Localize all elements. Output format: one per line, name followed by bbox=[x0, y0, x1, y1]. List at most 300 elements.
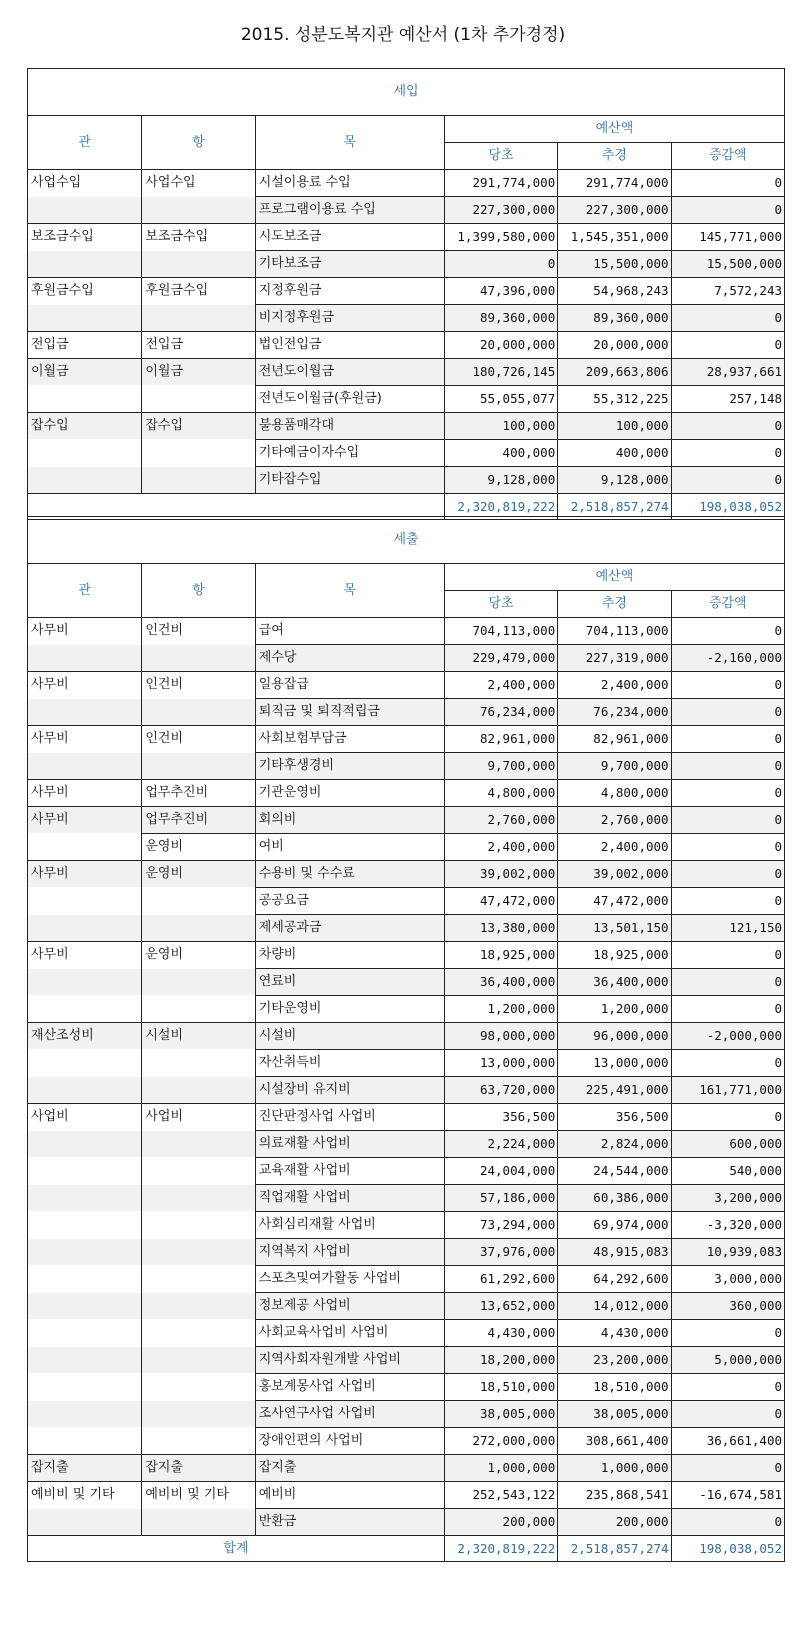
cell-gwan bbox=[28, 1239, 142, 1266]
cell-revised: 64,292,600 bbox=[558, 1266, 671, 1293]
cell-hang bbox=[142, 1374, 255, 1401]
cell-mok: 직업재활 사업비 bbox=[255, 1185, 444, 1212]
cell-original: 4,800,000 bbox=[444, 780, 557, 807]
cell-change: 15,500,000 bbox=[671, 251, 784, 278]
cell-gwan bbox=[28, 1212, 142, 1239]
cell-revised: 20,000,000 bbox=[558, 332, 671, 359]
cell-mok: 제수당 bbox=[255, 645, 444, 672]
cell-revised: 48,915,083 bbox=[558, 1239, 671, 1266]
cell-revised: 89,360,000 bbox=[558, 305, 671, 332]
cell-revised: 69,974,000 bbox=[558, 1212, 671, 1239]
cell-original: 229,479,000 bbox=[444, 645, 557, 672]
cell-gwan: 잡지출 bbox=[28, 1455, 142, 1482]
cell-change: 0 bbox=[671, 834, 784, 861]
cell-mok: 반환금 bbox=[255, 1509, 444, 1536]
cell-hang: 인건비 bbox=[142, 672, 255, 699]
cell-revised: 100,000 bbox=[558, 413, 671, 440]
cell-gwan: 사무비 bbox=[28, 861, 142, 888]
cell-mok: 시설비 bbox=[255, 1023, 444, 1050]
cell-original: 180,726,145 bbox=[444, 359, 557, 386]
page-title: 2015. 성분도복지관 예산서 (1차 추가경정) bbox=[240, 25, 566, 45]
cell-gwan bbox=[28, 386, 142, 413]
cell-hang: 잡지출 bbox=[142, 1455, 255, 1482]
cell-gwan bbox=[28, 1266, 142, 1293]
cell-mok: 수용비 및 수수료 bbox=[255, 861, 444, 888]
table-row bbox=[28, 413, 785, 440]
cell-revised: 39,002,000 bbox=[558, 861, 671, 888]
table-row bbox=[28, 1401, 785, 1428]
cell-change: 0 bbox=[671, 861, 784, 888]
cell-hang: 보조금수입 bbox=[142, 224, 255, 251]
cell-mok: 전년도이월금(후원금) bbox=[255, 386, 444, 413]
cell-revised: 1,545,351,000 bbox=[558, 224, 671, 251]
cell-hang: 시설비 bbox=[142, 1023, 255, 1050]
cell-mok: 사회보험부담금 bbox=[255, 726, 444, 753]
cell-revised: 400,000 bbox=[558, 440, 671, 467]
cell-change: 0 bbox=[671, 996, 784, 1023]
cell-gwan bbox=[28, 1131, 142, 1158]
table-row bbox=[28, 1266, 785, 1293]
cell-gwan: 보조금수입 bbox=[28, 224, 142, 251]
total-original: 2,320,819,222 bbox=[444, 494, 557, 520]
cell-original: 82,961,000 bbox=[444, 726, 557, 753]
cell-hang: 전입금 bbox=[142, 332, 255, 359]
cell-original: 13,000,000 bbox=[444, 1050, 557, 1077]
cell-mok: 회의비 bbox=[255, 807, 444, 834]
cell-gwan: 사무비 bbox=[28, 942, 142, 969]
table-row bbox=[28, 1482, 785, 1509]
cell-change: 0 bbox=[671, 969, 784, 996]
cell-original: 61,292,600 bbox=[444, 1266, 557, 1293]
cell-gwan bbox=[28, 699, 142, 726]
cell-gwan bbox=[28, 1428, 142, 1455]
cell-hang bbox=[142, 699, 255, 726]
table-row bbox=[28, 1212, 785, 1239]
table-row bbox=[28, 672, 785, 699]
cell-change: 0 bbox=[671, 1050, 784, 1077]
cell-original: 272,000,000 bbox=[444, 1428, 557, 1455]
cell-revised: 209,663,806 bbox=[558, 359, 671, 386]
cell-change: 0 bbox=[671, 170, 784, 197]
cell-revised: 308,661,400 bbox=[558, 1428, 671, 1455]
cell-gwan bbox=[28, 1050, 142, 1077]
cell-revised: 60,386,000 bbox=[558, 1185, 671, 1212]
cell-change: 0 bbox=[671, 942, 784, 969]
cell-revised: 96,000,000 bbox=[558, 1023, 671, 1050]
cell-original: 18,200,000 bbox=[444, 1347, 557, 1374]
cell-hang bbox=[142, 1401, 255, 1428]
cell-revised: 18,925,000 bbox=[558, 942, 671, 969]
table-row bbox=[28, 861, 785, 888]
cell-change: -2,160,000 bbox=[671, 645, 784, 672]
cell-original: 73,294,000 bbox=[444, 1212, 557, 1239]
cell-revised: 13,000,000 bbox=[558, 1050, 671, 1077]
cell-gwan: 사업수입 bbox=[28, 170, 142, 197]
cell-mok: 기타운영비 bbox=[255, 996, 444, 1023]
cell-change: 0 bbox=[671, 413, 784, 440]
total-original: 2,320,819,222 bbox=[444, 1536, 557, 1562]
cell-change: 0 bbox=[671, 1509, 784, 1536]
cell-change: 10,939,083 bbox=[671, 1239, 784, 1266]
cell-original: 4,430,000 bbox=[444, 1320, 557, 1347]
cell-mok: 급여 bbox=[255, 618, 444, 645]
cell-hang: 업무추진비 bbox=[142, 807, 255, 834]
cell-revised: 1,000,000 bbox=[558, 1455, 671, 1482]
cell-change: 360,000 bbox=[671, 1293, 784, 1320]
cell-mok: 조사연구사업 사업비 bbox=[255, 1401, 444, 1428]
cell-mok: 정보제공 사업비 bbox=[255, 1293, 444, 1320]
header-revised: 추경 bbox=[558, 143, 671, 170]
cell-revised: 235,868,541 bbox=[558, 1482, 671, 1509]
table-row bbox=[28, 699, 785, 726]
cell-mok: 일용잡급 bbox=[255, 672, 444, 699]
header-hang: 항 bbox=[142, 564, 255, 618]
cell-hang bbox=[142, 969, 255, 996]
cell-change: 0 bbox=[671, 780, 784, 807]
cell-revised: 227,319,000 bbox=[558, 645, 671, 672]
cell-original: 57,186,000 bbox=[444, 1185, 557, 1212]
table-row bbox=[28, 645, 785, 672]
table-row bbox=[28, 467, 785, 494]
cell-mok: 기타잡수입 bbox=[255, 467, 444, 494]
cell-change: 0 bbox=[671, 1104, 784, 1131]
cell-revised: 18,510,000 bbox=[558, 1374, 671, 1401]
table-row bbox=[28, 834, 785, 861]
header-mok: 목 bbox=[255, 116, 444, 170]
cell-hang: 잡수입 bbox=[142, 413, 255, 440]
table-row bbox=[28, 278, 785, 305]
cell-gwan bbox=[28, 1293, 142, 1320]
cell-change: 257,148 bbox=[671, 386, 784, 413]
cell-revised: 1,200,000 bbox=[558, 996, 671, 1023]
cell-gwan bbox=[28, 197, 142, 224]
total-change: 198,038,052 bbox=[671, 494, 784, 520]
cell-mok: 사회교육사업비 사업비 bbox=[255, 1320, 444, 1347]
cell-mok: 스포츠및여가활동 사업비 bbox=[255, 1266, 444, 1293]
cell-revised: 200,000 bbox=[558, 1509, 671, 1536]
total-label: 합계 bbox=[28, 1536, 445, 1562]
cell-hang bbox=[142, 1239, 255, 1266]
cell-gwan: 전입금 bbox=[28, 332, 142, 359]
cell-original: 9,700,000 bbox=[444, 753, 557, 780]
cell-original: 704,113,000 bbox=[444, 618, 557, 645]
table-row bbox=[28, 359, 785, 386]
cell-original: 39,002,000 bbox=[444, 861, 557, 888]
cell-gwan bbox=[28, 1374, 142, 1401]
cell-original: 0 bbox=[444, 251, 557, 278]
cell-gwan: 사무비 bbox=[28, 780, 142, 807]
cell-mok: 연료비 bbox=[255, 969, 444, 996]
cell-revised: 704,113,000 bbox=[558, 618, 671, 645]
cell-original: 291,774,000 bbox=[444, 170, 557, 197]
cell-original: 13,380,000 bbox=[444, 915, 557, 942]
header-gwan: 관 bbox=[28, 564, 142, 618]
cell-revised: 2,400,000 bbox=[558, 672, 671, 699]
cell-hang bbox=[142, 197, 255, 224]
cell-original: 1,000,000 bbox=[444, 1455, 557, 1482]
cell-hang bbox=[142, 1347, 255, 1374]
cell-gwan: 예비비 및 기타 bbox=[28, 1482, 142, 1509]
header-budget: 예산액 bbox=[444, 116, 784, 143]
cell-hang: 이월금 bbox=[142, 359, 255, 386]
cell-hang bbox=[142, 1266, 255, 1293]
cell-mok: 차량비 bbox=[255, 942, 444, 969]
cell-original: 89,360,000 bbox=[444, 305, 557, 332]
header-revised: 추경 bbox=[558, 591, 671, 618]
cell-original: 1,399,580,000 bbox=[444, 224, 557, 251]
cell-hang: 운영비 bbox=[142, 942, 255, 969]
cell-mok: 시설이용료 수입 bbox=[255, 170, 444, 197]
cell-revised: 38,005,000 bbox=[558, 1401, 671, 1428]
table-row bbox=[28, 197, 785, 224]
table-row bbox=[28, 1347, 785, 1374]
header-change: 증감액 bbox=[671, 591, 784, 618]
cell-change: 28,937,661 bbox=[671, 359, 784, 386]
table-row bbox=[28, 942, 785, 969]
table-row bbox=[28, 726, 785, 753]
table-row bbox=[28, 996, 785, 1023]
cell-gwan bbox=[28, 753, 142, 780]
cell-mok: 불용품매각대 bbox=[255, 413, 444, 440]
cell-change: 0 bbox=[671, 197, 784, 224]
cell-original: 20,000,000 bbox=[444, 332, 557, 359]
cell-change: 0 bbox=[671, 888, 784, 915]
table-row bbox=[28, 251, 785, 278]
cell-change: 600,000 bbox=[671, 1131, 784, 1158]
header-gwan: 관 bbox=[28, 116, 142, 170]
cell-hang bbox=[142, 1509, 255, 1536]
cell-hang bbox=[142, 467, 255, 494]
cell-original: 2,400,000 bbox=[444, 672, 557, 699]
cell-gwan bbox=[28, 645, 142, 672]
table-row bbox=[28, 224, 785, 251]
cell-change: 145,771,000 bbox=[671, 224, 784, 251]
header-original: 당초 bbox=[444, 591, 557, 618]
cell-gwan: 후원금수입 bbox=[28, 278, 142, 305]
cell-hang: 사업수입 bbox=[142, 170, 255, 197]
cell-mok: 홍보계몽사업 사업비 bbox=[255, 1374, 444, 1401]
cell-original: 24,004,000 bbox=[444, 1158, 557, 1185]
cell-revised: 225,491,000 bbox=[558, 1077, 671, 1104]
header-budget: 예산액 bbox=[444, 564, 784, 591]
cell-change: 0 bbox=[671, 726, 784, 753]
cell-original: 200,000 bbox=[444, 1509, 557, 1536]
cell-gwan bbox=[28, 1320, 142, 1347]
cell-original: 55,055,077 bbox=[444, 386, 557, 413]
cell-gwan bbox=[28, 969, 142, 996]
cell-change: 0 bbox=[671, 618, 784, 645]
total-revised: 2,518,857,274 bbox=[558, 494, 671, 520]
cell-original: 2,400,000 bbox=[444, 834, 557, 861]
table-row bbox=[28, 1185, 785, 1212]
cell-original: 38,005,000 bbox=[444, 1401, 557, 1428]
total-change: 198,038,052 bbox=[671, 1536, 784, 1562]
cell-change: 0 bbox=[671, 807, 784, 834]
expense-section-label: 세출 bbox=[28, 517, 785, 564]
cell-mok: 비지정후원금 bbox=[255, 305, 444, 332]
cell-hang: 업무추진비 bbox=[142, 780, 255, 807]
table-row bbox=[28, 618, 785, 645]
cell-hang: 후원금수입 bbox=[142, 278, 255, 305]
cell-hang bbox=[142, 753, 255, 780]
cell-change: 0 bbox=[671, 1374, 784, 1401]
cell-hang bbox=[142, 645, 255, 672]
cell-original: 63,720,000 bbox=[444, 1077, 557, 1104]
cell-hang bbox=[142, 1131, 255, 1158]
cell-revised: 2,824,000 bbox=[558, 1131, 671, 1158]
cell-hang: 운영비 bbox=[142, 861, 255, 888]
revenue-section-label: 세입 bbox=[28, 69, 785, 116]
cell-gwan bbox=[28, 1077, 142, 1104]
cell-hang bbox=[142, 1185, 255, 1212]
cell-revised: 4,430,000 bbox=[558, 1320, 671, 1347]
table-row bbox=[28, 1023, 785, 1050]
header-mok: 목 bbox=[255, 564, 444, 618]
cell-mok: 지역복지 사업비 bbox=[255, 1239, 444, 1266]
cell-mok: 기타후생경비 bbox=[255, 753, 444, 780]
cell-mok: 예비비 bbox=[255, 1482, 444, 1509]
cell-revised: 356,500 bbox=[558, 1104, 671, 1131]
cell-mok: 시설장비 유지비 bbox=[255, 1077, 444, 1104]
cell-original: 13,652,000 bbox=[444, 1293, 557, 1320]
cell-gwan: 잡수입 bbox=[28, 413, 142, 440]
table-row bbox=[28, 386, 785, 413]
cell-original: 47,472,000 bbox=[444, 888, 557, 915]
cell-hang: 인건비 bbox=[142, 726, 255, 753]
cell-revised: 13,501,150 bbox=[558, 915, 671, 942]
cell-original: 37,976,000 bbox=[444, 1239, 557, 1266]
cell-change: -16,674,581 bbox=[671, 1482, 784, 1509]
cell-change: 0 bbox=[671, 332, 784, 359]
cell-change: 0 bbox=[671, 1320, 784, 1347]
cell-original: 18,510,000 bbox=[444, 1374, 557, 1401]
total-revised: 2,518,857,274 bbox=[558, 1536, 671, 1562]
cell-revised: 227,300,000 bbox=[558, 197, 671, 224]
cell-mok: 자산취득비 bbox=[255, 1050, 444, 1077]
table-row bbox=[28, 305, 785, 332]
cell-revised: 4,800,000 bbox=[558, 780, 671, 807]
cell-hang: 운영비 bbox=[142, 834, 255, 861]
table-row bbox=[28, 1428, 785, 1455]
cell-change: 121,150 bbox=[671, 915, 784, 942]
table-row bbox=[28, 1374, 785, 1401]
cell-change: 0 bbox=[671, 672, 784, 699]
cell-mok: 프로그램이용료 수입 bbox=[255, 197, 444, 224]
cell-hang bbox=[142, 386, 255, 413]
cell-mok: 사회심리재활 사업비 bbox=[255, 1212, 444, 1239]
header-original: 당초 bbox=[444, 143, 557, 170]
cell-original: 1,200,000 bbox=[444, 996, 557, 1023]
cell-gwan: 재산조성비 bbox=[28, 1023, 142, 1050]
cell-hang bbox=[142, 305, 255, 332]
cell-mok: 지정후원금 bbox=[255, 278, 444, 305]
cell-mok: 잡지출 bbox=[255, 1455, 444, 1482]
cell-hang bbox=[142, 440, 255, 467]
cell-change: 540,000 bbox=[671, 1158, 784, 1185]
cell-revised: 15,500,000 bbox=[558, 251, 671, 278]
table-row bbox=[28, 1293, 785, 1320]
cell-mok: 기관운영비 bbox=[255, 780, 444, 807]
table-row bbox=[28, 440, 785, 467]
cell-mok: 시도보조금 bbox=[255, 224, 444, 251]
cell-gwan: 사무비 bbox=[28, 807, 142, 834]
cell-gwan: 사무비 bbox=[28, 726, 142, 753]
table-row bbox=[28, 1077, 785, 1104]
cell-gwan bbox=[28, 888, 142, 915]
revenue-table bbox=[27, 68, 785, 520]
cell-revised: 55,312,225 bbox=[558, 386, 671, 413]
cell-gwan bbox=[28, 996, 142, 1023]
cell-change: 161,771,000 bbox=[671, 1077, 784, 1104]
cell-change: 0 bbox=[671, 1455, 784, 1482]
cell-original: 356,500 bbox=[444, 1104, 557, 1131]
cell-original: 2,224,000 bbox=[444, 1131, 557, 1158]
total-row bbox=[28, 1536, 785, 1562]
header-change: 증감액 bbox=[671, 143, 784, 170]
cell-hang bbox=[142, 1050, 255, 1077]
table-row bbox=[28, 1131, 785, 1158]
cell-hang bbox=[142, 1293, 255, 1320]
table-row bbox=[28, 1104, 785, 1131]
table-row bbox=[28, 1239, 785, 1266]
cell-hang bbox=[142, 996, 255, 1023]
cell-revised: 9,128,000 bbox=[558, 467, 671, 494]
cell-revised: 14,012,000 bbox=[558, 1293, 671, 1320]
cell-revised: 82,961,000 bbox=[558, 726, 671, 753]
cell-revised: 9,700,000 bbox=[558, 753, 671, 780]
cell-change: 0 bbox=[671, 1401, 784, 1428]
cell-gwan bbox=[28, 915, 142, 942]
cell-revised: 36,400,000 bbox=[558, 969, 671, 996]
cell-change: -2,000,000 bbox=[671, 1023, 784, 1050]
cell-gwan: 사무비 bbox=[28, 618, 142, 645]
cell-revised: 291,774,000 bbox=[558, 170, 671, 197]
cell-hang bbox=[142, 915, 255, 942]
cell-gwan bbox=[28, 1158, 142, 1185]
cell-revised: 54,968,243 bbox=[558, 278, 671, 305]
cell-change: 0 bbox=[671, 440, 784, 467]
cell-mok: 진단판정사업 사업비 bbox=[255, 1104, 444, 1131]
cell-original: 36,400,000 bbox=[444, 969, 557, 996]
cell-hang bbox=[142, 1077, 255, 1104]
cell-hang: 예비비 및 기타 bbox=[142, 1482, 255, 1509]
cell-original: 100,000 bbox=[444, 413, 557, 440]
cell-hang bbox=[142, 1428, 255, 1455]
cell-original: 400,000 bbox=[444, 440, 557, 467]
cell-gwan bbox=[28, 305, 142, 332]
cell-mok: 퇴직금 및 퇴직적립금 bbox=[255, 699, 444, 726]
cell-original: 227,300,000 bbox=[444, 197, 557, 224]
cell-original: 76,234,000 bbox=[444, 699, 557, 726]
cell-revised: 47,472,000 bbox=[558, 888, 671, 915]
cell-original: 2,760,000 bbox=[444, 807, 557, 834]
cell-gwan bbox=[28, 440, 142, 467]
table-row bbox=[28, 780, 785, 807]
cell-change: 5,000,000 bbox=[671, 1347, 784, 1374]
table-row bbox=[28, 915, 785, 942]
cell-change: 0 bbox=[671, 467, 784, 494]
cell-gwan bbox=[28, 1185, 142, 1212]
cell-mok: 법인전입금 bbox=[255, 332, 444, 359]
table-row bbox=[28, 807, 785, 834]
cell-change: 3,200,000 bbox=[671, 1185, 784, 1212]
table-row bbox=[28, 1509, 785, 1536]
cell-mok: 지역사회자원개발 사업비 bbox=[255, 1347, 444, 1374]
cell-hang bbox=[142, 888, 255, 915]
table-row bbox=[28, 332, 785, 359]
cell-gwan bbox=[28, 467, 142, 494]
cell-gwan bbox=[28, 834, 142, 861]
